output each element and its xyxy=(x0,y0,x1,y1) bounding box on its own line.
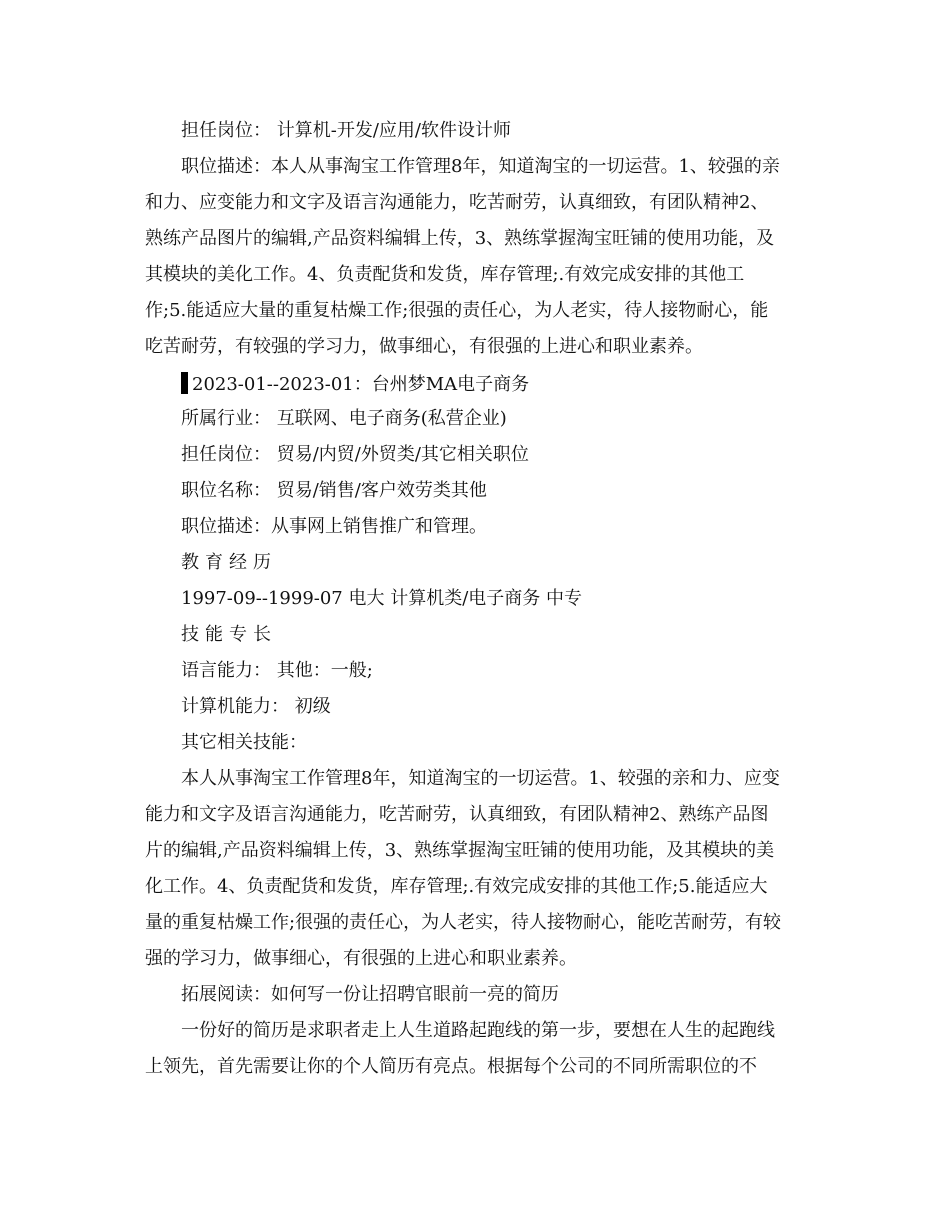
skills-other-line: 化工作。4、负责配货和发货，库存管理;.有效完成安排的其他工作;5.能适应大 xyxy=(145,876,768,897)
work1-desc-line: 熟练产品图片的编辑,产品资料编辑上传，3、熟练掌握淘宝旺铺的使用功能，及 xyxy=(145,228,775,249)
work2-job-name-label: 职位名称： xyxy=(181,480,271,501)
education-heading: 教育经历 xyxy=(181,552,277,573)
work2-title-text: 2023-01--2023-01：台州梦MA电子商务 xyxy=(192,374,530,395)
extended-reading-line: 一份好的简历是求职者走上人生道路起跑线的第一步，要想在人生的起跑线 xyxy=(181,1020,775,1041)
work1-desc-line: 作;5.能适应大量的重复枯燥工作;很强的责任心，为人老实，待人接物耐心，能 xyxy=(145,300,769,321)
work2-industry xyxy=(181,408,856,430)
skills-other-line: 本人从事淘宝工作管理8年，知道淘宝的一切运营。1、较强的亲和力、应变 xyxy=(181,768,780,789)
work1-position xyxy=(181,120,856,142)
work1-position-value: 计算机-开发/应用/软件设计师 xyxy=(276,120,511,141)
skills-language-label: 语言能力： xyxy=(181,660,271,681)
skills-language xyxy=(181,660,856,682)
skills-computer xyxy=(181,696,856,718)
work1-desc-line: 吃苦耐劳，有较强的学习力，做事细心，有很强的上进心和职业素养。 xyxy=(145,336,703,357)
section-marker-icon xyxy=(181,372,188,394)
education-entry: 1997-09--1999-07 电大 计算机类/电子商务 中专 xyxy=(181,588,582,609)
work1-position-label: 担任岗位： xyxy=(181,120,271,141)
work2-position-label: 担任岗位： xyxy=(181,444,271,465)
skills-computer-label: 计算机能力： xyxy=(181,696,289,717)
skills-other-label: 其它相关技能： xyxy=(181,732,307,753)
skills-other-line: 强的学习力，做事细心，有很强的上进心和职业素养。 xyxy=(145,948,577,969)
skills-computer-value: 初级 xyxy=(294,696,331,717)
extended-reading-title: 拓展阅读：如何写一份让招聘官眼前一亮的简历 xyxy=(181,984,559,1005)
skills-other-line: 能力和文字及语言沟通能力，吃苦耐劳，认真细致，有团队精神2、熟练产品图 xyxy=(145,804,769,825)
work1-desc-line: 和力、应变能力和文字及语言沟通能力，吃苦耐劳，认真细致，有团队精神2、 xyxy=(145,192,769,213)
work2-industry-value: 互联网、电子商务(私营企业) xyxy=(276,408,507,429)
work2-title xyxy=(181,372,856,396)
skills-other-line: 片的编辑,产品资料编辑上传，3、熟练掌握淘宝旺铺的使用功能，及其模块的美 xyxy=(145,840,775,861)
work2-job-name xyxy=(181,480,856,502)
work2-desc: 职位描述：从事网上销售推广和管理。 xyxy=(181,516,487,537)
skills-language-value: 其他：一般; xyxy=(276,660,373,681)
work2-job-name-value: 贸易/销售/客户效劳类其他 xyxy=(276,480,487,501)
work2-industry-label: 所属行业： xyxy=(181,408,271,429)
work1-desc-line: 其模块的美化工作。4、负责配货和发货，库存管理;.有效完成安排的其他工 xyxy=(145,264,745,285)
skills-other-line: 量的重复枯燥工作;很强的责任心，为人老实，待人接物耐心，能吃苦耐劳，有较 xyxy=(145,912,782,933)
work2-position xyxy=(181,444,856,466)
extended-reading-line: 上领先，首先需要让你的个人简历有亮点。根据每个公司的不同所需职位的不 xyxy=(145,1056,757,1077)
work1-desc-line: 职位描述：本人从事淘宝工作管理8年，知道淘宝的一切运营。1、较强的亲 xyxy=(181,156,780,177)
work2-position-value: 贸易/内贸/外贸类/其它相关职位 xyxy=(276,444,529,465)
skills-heading: 技能专长 xyxy=(181,624,277,645)
